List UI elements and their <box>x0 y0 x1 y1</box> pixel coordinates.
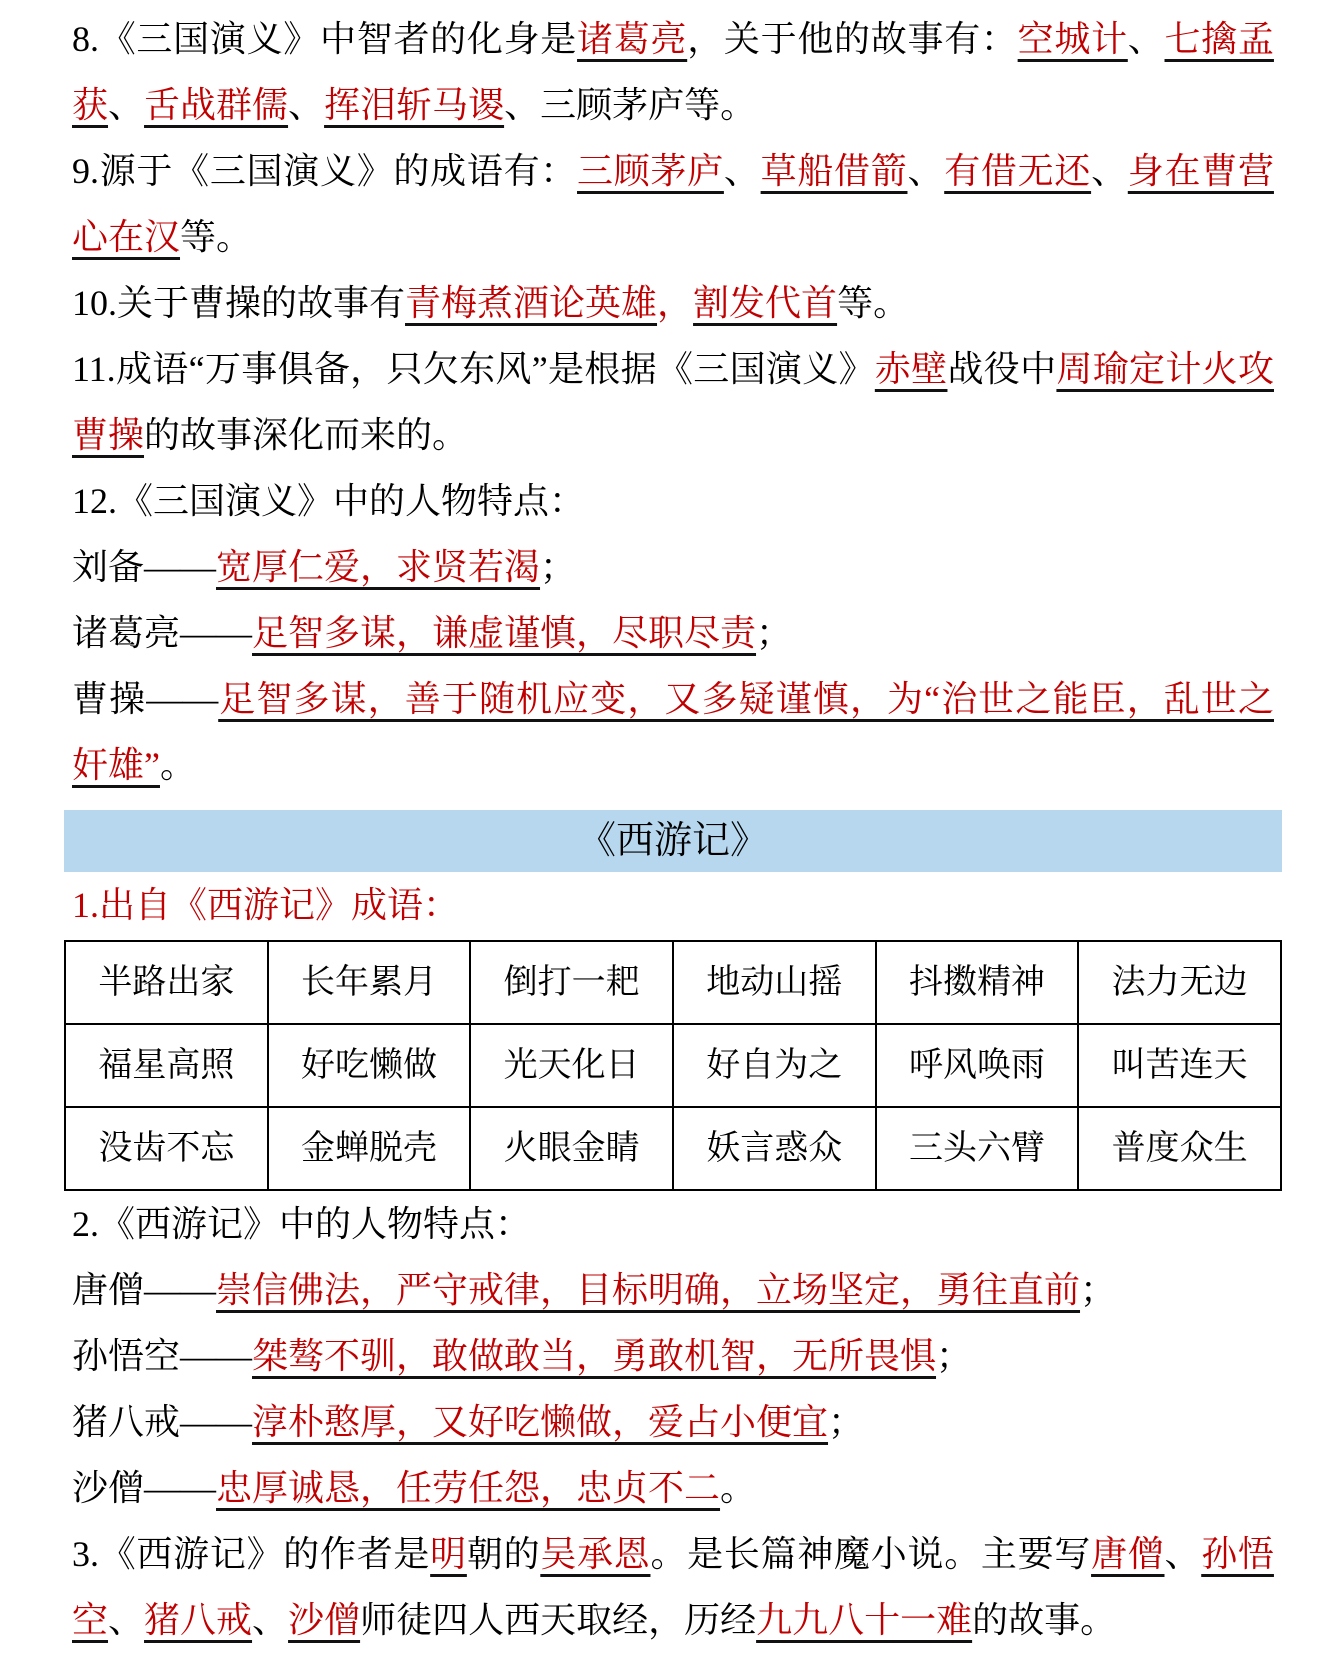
text-run: 8.《三国演义》中智者的化身是 <box>72 19 578 59</box>
text-run: 、 <box>1127 19 1165 59</box>
table-cell: 半路出家 <box>65 941 268 1024</box>
table-cell: 呼风唤雨 <box>876 1024 1079 1107</box>
answer-run: 周瑜定计火攻曹操 <box>72 349 1274 455</box>
answer-run: 忠厚诚恳，任劳任怨，忠贞不二 <box>216 1468 721 1508</box>
table-cell: 光天化日 <box>470 1024 673 1107</box>
answer-run: 淳朴憨厚，又好吃懒做，爱占小便宜 <box>252 1402 829 1442</box>
table-cell: 普度众生 <box>1078 1107 1281 1190</box>
table-cell: 金蝉脱壳 <box>268 1107 471 1190</box>
text-run: 9.源于《三国演义》的成语有： <box>72 151 578 191</box>
text-run: 朝的 <box>466 1534 541 1574</box>
answer-run: 明 <box>430 1534 467 1574</box>
item-8 <box>72 6 1274 138</box>
text-run: 、 <box>1164 1534 1202 1574</box>
text-run: 战役中 <box>947 349 1057 389</box>
answer-run: 宽厚仁爱，求贤若渴 <box>216 547 541 587</box>
text-run: 12.《三国演义》中的人物特点： <box>72 481 586 521</box>
text-run: 、三顾茅庐等。 <box>504 85 757 125</box>
table-cell: 抖擞精神 <box>876 941 1079 1024</box>
answer-run: 舌战群儒 <box>144 85 289 125</box>
trait-liubei <box>72 534 1274 600</box>
xiyouji-item-1 <box>72 872 1274 938</box>
text-run: 曹操—— <box>72 679 219 719</box>
text-run: ，关于他的故事有： <box>687 19 1018 59</box>
text-run: 11.成语“万事俱备，只欠东风”是根据《三国演义》 <box>72 349 875 389</box>
text-run: ； <box>540 547 577 587</box>
answer-run: 赤壁 <box>874 349 948 389</box>
text-run: ； <box>828 1402 865 1442</box>
answer-run: 足智多谋，善于随机应变，又多疑谨慎，为“治世之能臣，乱世之奸雄” <box>72 679 1274 785</box>
table-cell: 长年累月 <box>268 941 471 1024</box>
text-run: ； <box>1080 1270 1117 1310</box>
table-cell: 倒打一耙 <box>470 941 673 1024</box>
answer-run: 有借无还 <box>944 151 1092 191</box>
text-run: 刘备—— <box>72 547 217 587</box>
trait-tangseng <box>72 1257 1274 1323</box>
item-11 <box>72 336 1274 468</box>
answer-run: 吴承恩 <box>540 1534 651 1574</box>
text-run: 孙悟空—— <box>72 1336 253 1376</box>
answer-run: 七擒孟获 <box>72 19 1274 125</box>
answer-run: 1.出自《西游记》成语： <box>72 885 460 925</box>
answer-run: 沙僧 <box>288 1600 361 1640</box>
answer-run: 孙悟空 <box>72 1534 1274 1640</box>
table-cell: 法力无边 <box>1078 941 1281 1024</box>
table-cell: 福星高照 <box>65 1024 268 1107</box>
answer-run: ， <box>657 283 694 323</box>
text-run: 沙僧—— <box>72 1468 217 1508</box>
text-run: 、 <box>288 85 325 125</box>
answer-run: 割发代首 <box>693 283 838 323</box>
table-cell: 妖言惑众 <box>673 1107 876 1190</box>
answer-run: 九九八十一难 <box>756 1600 973 1640</box>
trait-zhubajie <box>72 1389 1274 1455</box>
trait-shaseng <box>72 1455 1274 1521</box>
item-9 <box>72 138 1274 270</box>
table-cell: 好自为之 <box>673 1024 876 1107</box>
text-run: 等。 <box>180 217 253 257</box>
table-cell: 地动山摇 <box>673 941 876 1024</box>
answer-run: 诸葛亮 <box>577 19 688 59</box>
table-row <box>65 1107 1281 1190</box>
text-run: 10.关于曹操的故事有 <box>72 283 406 323</box>
text-run: 。 <box>159 745 196 785</box>
answer-run: 猪八戒 <box>144 1600 253 1640</box>
trait-zhugeliang <box>72 600 1274 666</box>
answer-run: 空城计 <box>1017 19 1128 59</box>
item-10 <box>72 270 1274 336</box>
text-run: 、 <box>108 1600 145 1640</box>
xiyouji-item-2 <box>72 1191 1274 1257</box>
text-run: 、 <box>108 85 145 125</box>
text-run: 诸葛亮—— <box>72 613 253 653</box>
table-cell: 三头六臂 <box>876 1107 1079 1190</box>
text-run: 的故事。 <box>972 1600 1117 1640</box>
table-row <box>65 1024 1281 1107</box>
text-run: 等。 <box>837 283 910 323</box>
text-run: 、 <box>1091 151 1128 191</box>
item-12 <box>72 468 1274 534</box>
text-run: 猪八戒—— <box>72 1402 253 1442</box>
answer-run: 挥泪斩马谡 <box>324 85 505 125</box>
text-run: 、 <box>252 1600 289 1640</box>
text-run: 的故事深化而来的。 <box>144 415 469 455</box>
xiyouji-item-3 <box>72 1521 1274 1653</box>
answer-run: 唐僧 <box>1091 1534 1165 1574</box>
text-run: ； <box>936 1336 973 1376</box>
text-run: 唐僧—— <box>72 1270 217 1310</box>
text-run: 。是长篇神魔小说。主要写 <box>650 1534 1092 1574</box>
text-run: 师徒四人西天取经，历经 <box>360 1600 757 1640</box>
text-run: 3.《西游记》的作者是 <box>72 1534 431 1574</box>
trait-caocao <box>72 666 1274 798</box>
xiyouji-idiom-table <box>64 940 1282 1191</box>
trait-sunwukong <box>72 1323 1274 1389</box>
section-banner-xiyouji: 《西游记》 <box>64 810 1282 872</box>
answer-run: 三顾茅庐 <box>577 151 724 191</box>
table-cell: 火眼金睛 <box>470 1107 673 1190</box>
text-run: 、 <box>907 151 945 191</box>
text-run: 2.《西游记》中的人物特点： <box>72 1204 532 1244</box>
table-cell: 好吃懒做 <box>268 1024 471 1107</box>
answer-run: 足智多谋，谦虚谨慎，尽职尽责 <box>252 613 757 653</box>
table-cell: 没齿不忘 <box>65 1107 268 1190</box>
answer-run: 草船借箭 <box>760 151 908 191</box>
text-run: 。 <box>720 1468 757 1508</box>
text-run: 、 <box>723 151 761 191</box>
text-run: ； <box>756 613 793 653</box>
table-cell: 叫苦连天 <box>1078 1024 1281 1107</box>
answer-run: 青梅煮酒论英雄 <box>405 283 658 323</box>
table-row <box>65 941 1281 1024</box>
answer-run: 身在曹营心在汉 <box>72 151 1274 257</box>
answer-run: 崇信佛法，严守戒律，目标明确，立场坚定，勇往直前 <box>216 1270 1081 1310</box>
answer-run: 桀骜不驯，敢做敢当，勇敢机智，无所畏惧 <box>252 1336 937 1376</box>
